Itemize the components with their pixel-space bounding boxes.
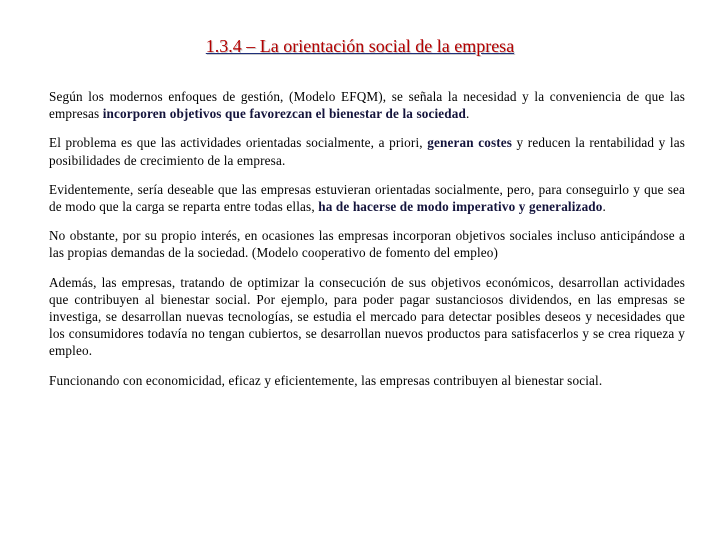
text-segment: El problema es que las actividades orientadas socialmente, a priori,	[49, 135, 428, 151]
paragraph-efqm	[49, 88, 685, 122]
text-segment: y reducen la rentabilidad y las posibilidades de crecimiento de la empresa.	[49, 135, 685, 168]
text-segment: Según los modernos enfoques de gestión, (Modelo EFQM), se señala la necesidad y la conveniencia de que las empresas	[49, 89, 685, 122]
text-segment: Además, las empresas, tratando de optimizar la consecución de sus objetivos económicos, desarrollan actividades que contribuyen al bienestar social. Por ejemplo, para poder pagar sustanciosos dividendos, en las empresas se investiga, se desarrollan nuevas tecnologías, se estudia el mercado para detectar posibles deseos y necesidades que los consumidores todavía no tengan cubiertos, se desarrollan nuevos productos para satisfacerlos y se crea riqueza y empleo.	[49, 274, 685, 359]
slide-title: 1.3.4 – La orientación social de la empresa	[205, 36, 515, 56]
emphasis-segment: incorporen objetivos que favorezcan el bienestar de la sociedad	[102, 106, 467, 122]
text-segment: No obstante, por su propio interés, en ocasiones las empresas incorporan objetivos sociales incluso anticipándose a las propias demandas de la sociedad. (Modelo cooperativo de fomento del empleo)	[49, 228, 685, 261]
slide-body	[49, 88, 685, 401]
text-segment: .	[466, 106, 470, 122]
paragraph-imperativo	[49, 181, 685, 215]
emphasis-segment: generan costes	[427, 135, 513, 151]
text-segment: Evidentemente, sería deseable que las empresas estuvieran orientadas socialmente, pero, para conseguirlo y que sea de modo que la carga se reparta entre todas ellas,	[49, 181, 685, 215]
text-segment: Funcionando con economicidad, eficaz y eficientemente, las empresas contribuyen al bienestar social.	[49, 372, 603, 388]
paragraph-bienestar-social	[49, 372, 685, 389]
emphasis-segment: ha de hacerse de modo imperativo y generalizado	[318, 199, 603, 215]
paragraph-objetivos-economicos	[49, 274, 685, 360]
paragraph-cooperativo	[49, 227, 685, 261]
text-segment: .	[602, 199, 606, 215]
paragraph-costes	[49, 134, 685, 168]
